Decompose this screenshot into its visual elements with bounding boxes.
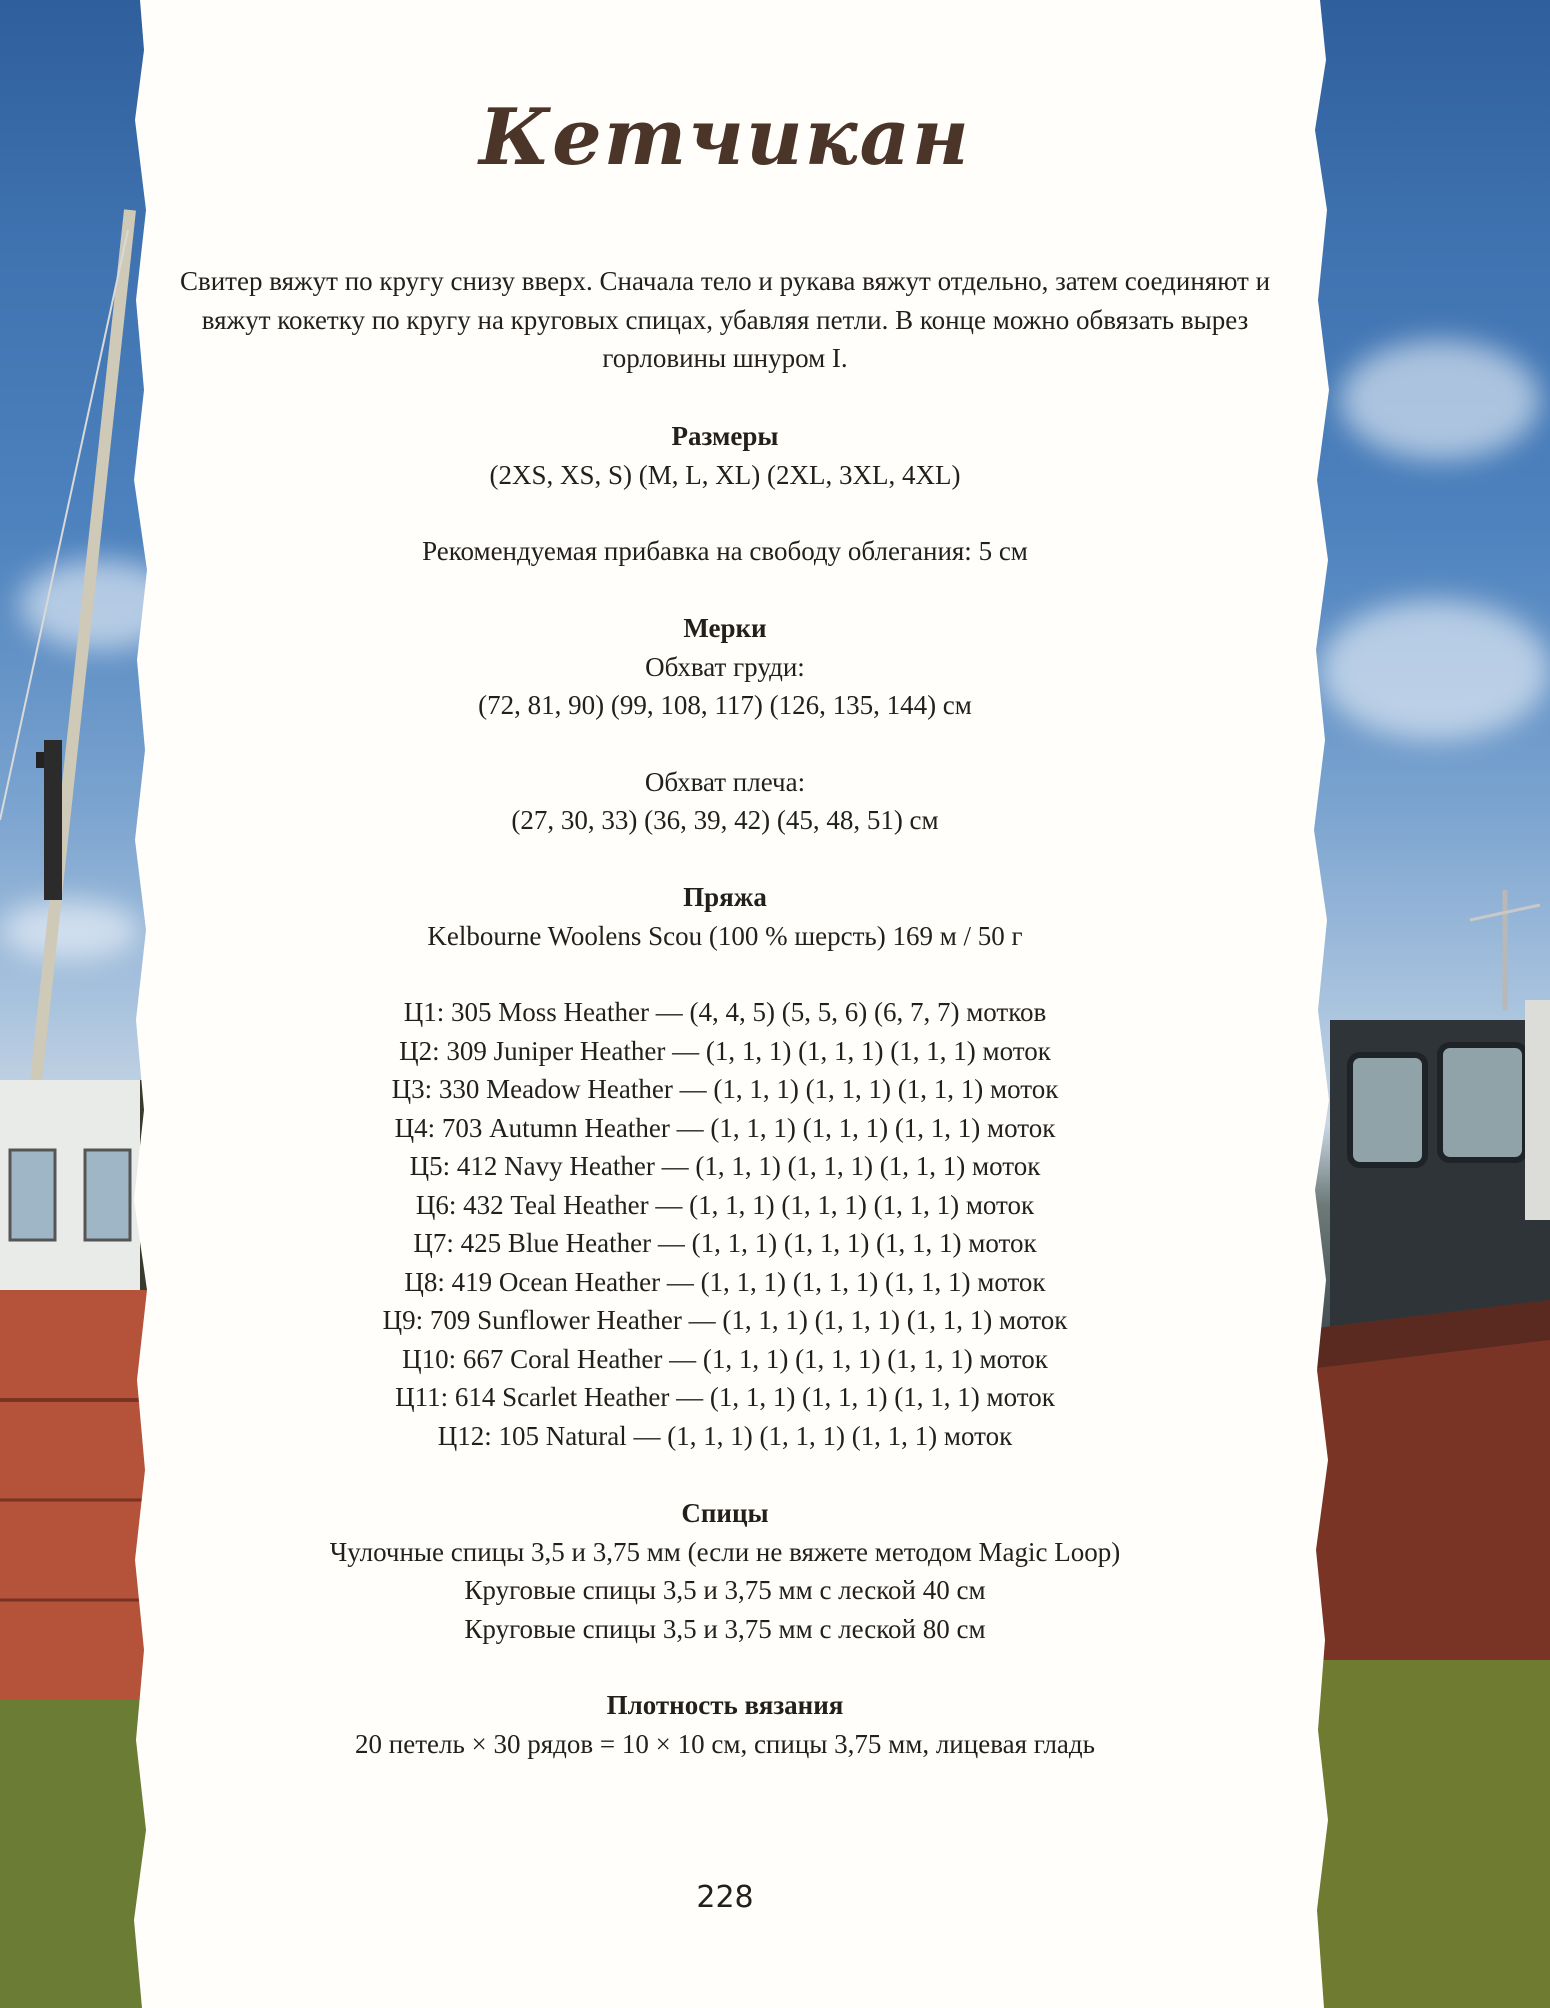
chest-values: (72, 81, 90) (99, 108, 117) (126, 135, 144) см [478, 690, 972, 720]
gauge-value: 20 петель × 30 рядов = 10 × 10 см, спицы 3,75 мм, лицевая гладь [355, 1728, 1095, 1759]
fishing-boat-illustration [1300, 0, 1550, 2008]
yarn-color-line: Ц5: 412 Navy Heather — (1, 1, 1) (1, 1, 1) (1, 1, 1) моток [409, 1151, 1041, 1181]
intro-paragraph: Свитер вяжут по кругу снизу вверх. Сначала тело и рукава вяжут отдельно, затем соединяют и вяжут кокетку по кругу на круговых спицах, убавляя петли. В конце можно обвязать вырез горловины шнуром I. [179, 266, 1271, 373]
pattern-title: Кетчикан [479, 92, 971, 183]
yarn-color-line: Ц3: 330 Meadow Heather — (1, 1, 1) (1, 1, 1) (1, 1, 1) моток [391, 1074, 1059, 1104]
yarn-color-line: Ц2: 309 Juniper Heather — (1, 1, 1) (1, 1, 1) (1, 1, 1) моток [399, 1035, 1051, 1066]
gauge-section [150, 1686, 1300, 1763]
yarn-color-line: Ц4: 703 Autumn Heather — (1, 1, 1) (1, 1, 1) (1, 1, 1) моток [394, 1112, 1056, 1143]
yarn-color-line: Ц7: 425 Blue Heather — (1, 1, 1) (1, 1, 1) (1, 1, 1) моток [413, 1228, 1037, 1258]
chest-label: Обхват груди: [645, 651, 805, 682]
sizes-section [150, 417, 1300, 571]
yarn-color-line: Ц10: 667 Coral Heather — (1, 1, 1) (1, 1, 1) (1, 1, 1) моток [402, 1343, 1048, 1374]
arm-label: Обхват плеча: [644, 766, 806, 797]
yarn-color-line: Ц8: 419 Ocean Heather — (1, 1, 1) (1, 1, 1) (1, 1, 1) моток [404, 1266, 1046, 1297]
sailboat-illustration [0, 0, 150, 2008]
measurements-heading: Мерки [683, 613, 767, 643]
needles-heading: Спицы [681, 1498, 769, 1528]
yarn-color-line: Ц1: 305 Moss Heather — (4, 4, 5) (5, 5, 6) (6, 7, 7) мотков [403, 997, 1047, 1027]
page-number: 228 [696, 1880, 754, 1915]
yarn-color-line: Ц12: 105 Natural — (1, 1, 1) (1, 1, 1) (1, 1, 1) моток [437, 1420, 1013, 1451]
needles-section [150, 1494, 1300, 1648]
yarn-color-line: Ц11: 614 Scarlet Heather — (1, 1, 1) (1, 1, 1) (1, 1, 1) моток [395, 1382, 1055, 1412]
sizes-values: (2XS, XS, S) (M, L, XL) (2XL, 3XL, 4XL) [489, 459, 961, 490]
yarn-section [150, 878, 1300, 1455]
yarn-heading: Пряжа [683, 882, 767, 912]
yarn-color-line: Ц6: 432 Teal Heather — (1, 1, 1) (1, 1, 1) (1, 1, 1) моток [415, 1189, 1035, 1220]
arm-values: (27, 30, 33) (36, 39, 42) (45, 48, 51) см [511, 805, 939, 835]
sizes-ease: Рекомендуемая прибавка на свободу облегания: 5 см [422, 536, 1028, 566]
needles-item: Круговые спицы 3,5 и 3,75 мм с леской 40 см [464, 1575, 986, 1605]
right-photo-boat [1300, 0, 1550, 2008]
needles-item: Круговые спицы 3,5 и 3,75 мм с леской 80 см [464, 1613, 986, 1644]
left-photo-boat [0, 0, 150, 2008]
yarn-description: Kelbourne Woolens Scou (100 % шерсть) 169 м / 50 г [427, 920, 1023, 951]
sizes-heading: Размеры [671, 421, 779, 451]
measurements-section [150, 609, 1300, 840]
yarn-color-line: Ц9: 709 Sunflower Heather — (1, 1, 1) (1, 1, 1) (1, 1, 1) моток [382, 1305, 1068, 1335]
gauge-heading: Плотность вязания [606, 1690, 844, 1720]
needles-item: Чулочные спицы 3,5 и 3,75 мм (если не вяжете методом Magic Loop) [329, 1536, 1121, 1567]
